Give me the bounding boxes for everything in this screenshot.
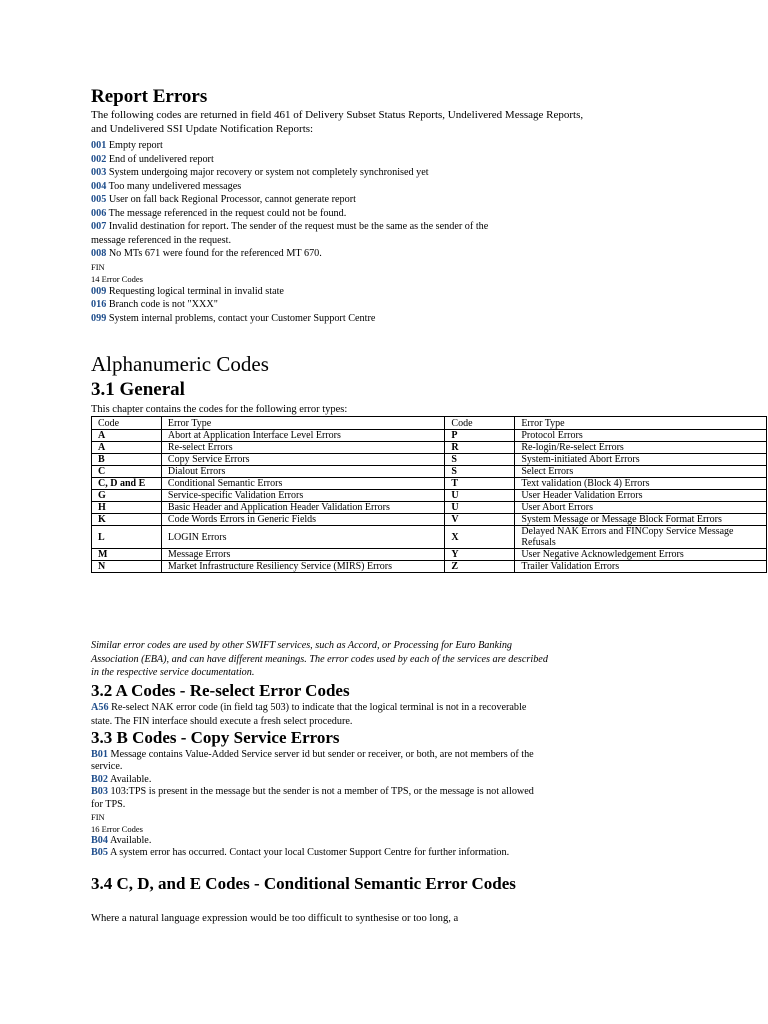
list-item: B04 Available. [91, 835, 152, 847]
list-item: 004 Too many undelivered messages [91, 180, 242, 192]
list-item: B05 A system error has occurred. Contact your local Customer Support Centre for further information. [91, 847, 510, 859]
error-type-cell: Re-select Errors [161, 442, 445, 454]
error-type-cell: Basic Header and Application Header Validation Errors [161, 502, 445, 514]
table-row [92, 442, 767, 454]
alphanumeric-heading: Alphanumeric Codes [91, 352, 269, 376]
code-cell: Y [445, 549, 515, 561]
table-row [92, 490, 767, 502]
table-row [92, 561, 767, 573]
general-intro: This chapter contains the codes for the following error types: [91, 404, 348, 415]
error-type-cell: Abort at Application Interface Level Errors [161, 430, 445, 442]
code-cell: C, D and E [92, 478, 162, 490]
code-cell: M [92, 549, 162, 561]
column-header: Error Type [161, 417, 445, 430]
error-type-cell: User Negative Acknowledgement Errors [515, 549, 767, 561]
code-cell: U [445, 490, 515, 502]
column-header: Code [445, 417, 515, 430]
error-type-cell: Text validation (Block 4) Errors [515, 478, 767, 490]
list-item: B03 103:TPS is present in the message but the sender is not a member of TPS, or the message is not allowed for TPS. [91, 786, 534, 810]
table-row [92, 430, 767, 442]
error-type-cell: Code Words Errors in Generic Fields [161, 514, 445, 526]
code-cell: N [92, 561, 162, 573]
section-32-text: A56 Re-select NAK error code (in field tag 503) to indicate that the logical terminal is not in a recoverable state. The FIN interface should execute a fresh select procedure. [91, 702, 527, 727]
error-types-table [91, 416, 767, 573]
code-cell: S [445, 466, 515, 478]
error-type-cell: Message Errors [161, 549, 445, 561]
table-row [92, 514, 767, 526]
section-34-text: Where a natural language expression would be too difficult to synthesise or too long, a [91, 913, 459, 924]
similar-codes-note: Similar error codes are used by other SWIFT services, such as Accord, or Processing for Euro Banking Association (EBA), and can have different meanings. The error codes used by each of the services are described in the respective service documentation. [91, 640, 548, 678]
code-cell: B [92, 454, 162, 466]
table-row [92, 454, 767, 466]
code-cell: X [445, 526, 515, 549]
report-errors-intro: The following codes are returned in field 461 of Delivery Subset Status Reports, Undelivered Message Reports, and Undelivered SSI Update Notification Reports: [91, 109, 584, 135]
section-32-heading: 3.2 A Codes - Re-select Error Codes [91, 681, 350, 700]
error-type-cell: Conditional Semantic Errors [161, 478, 445, 490]
error-type-cell: Re-login/Re-select Errors [515, 442, 767, 454]
code-cell: V [445, 514, 515, 526]
code-cell: L [92, 526, 162, 549]
section-33-heading: 3.3 B Codes - Copy Service Errors [91, 728, 340, 747]
code-cell: P [445, 430, 515, 442]
code-cell: U [445, 502, 515, 514]
table-row [92, 502, 767, 514]
error-type-cell: Protocol Errors [515, 430, 767, 442]
code-cell: K [92, 514, 162, 526]
section-33-list [91, 749, 546, 860]
code-cell: T [445, 478, 515, 490]
table-row [92, 466, 767, 478]
column-header: Error Type [515, 417, 767, 430]
table-row [92, 478, 767, 490]
report-errors-heading: Report Errors [91, 86, 208, 107]
error-type-cell: Copy Service Errors [161, 454, 445, 466]
code-cell: A [92, 430, 162, 442]
list-item: 008 No MTs 671 were found for the referenced MT 670. [91, 248, 322, 260]
error-type-cell: Select Errors [515, 466, 767, 478]
code-cell: R [445, 442, 515, 454]
error-type-cell: System-initiated Abort Errors [515, 454, 767, 466]
table-row [92, 549, 767, 561]
code-cell: Z [445, 561, 515, 573]
section-34-heading: 3.4 C, D, and E Codes - Conditional Semantic Error Codes [91, 874, 516, 893]
table-header-row [92, 417, 767, 430]
error-type-cell: Trailer Validation Errors [515, 561, 767, 573]
error-type-cell: Delayed NAK Errors and FINCopy Service Message Refusals [515, 526, 767, 549]
page-footer-title: 14 Error Codes [91, 273, 143, 284]
code-cell: C [92, 466, 162, 478]
error-type-cell: Market Infrastructure Resiliency Service (MIRS) Errors [161, 561, 445, 573]
list-item: 007 Invalid destination for report. The sender of the request must be the same as the sender of the [91, 221, 489, 233]
list-item: B02 Available. [91, 773, 152, 785]
code-cell: G [92, 490, 162, 502]
column-header: Code [92, 417, 162, 430]
list-item: message referenced in the request. [91, 234, 232, 246]
page-footer-label: FIN [91, 261, 105, 272]
list-item: 005 User on fall back Regional Processor, cannot generate report [91, 194, 356, 206]
list-item: 006 The message referenced in the request could not be found. [91, 207, 347, 219]
error-type-cell: LOGIN Errors [161, 526, 445, 549]
error-type-cell: User Header Validation Errors [515, 490, 767, 502]
page-footer-label: FIN [91, 812, 105, 823]
error-type-cell: System Message or Message Block Format Errors [515, 514, 767, 526]
list-item: 016 Branch code is not "XXX" [91, 299, 218, 311]
list-item: 002 End of undelivered report [91, 153, 214, 165]
code-cell: H [92, 502, 162, 514]
page-footer-title: 16 Error Codes [91, 824, 143, 835]
code-cell: A [92, 442, 162, 454]
list-item: B01 Message contains Value-Added Service server id but sender or receiver, or both, are not members of the service. [91, 749, 534, 773]
code-cell: S [445, 454, 515, 466]
list-item: 003 System undergoing major recovery or system not completely synchronised yet [91, 167, 429, 179]
table-row [92, 526, 767, 549]
list-item: 099 System internal problems, contact your Customer Support Centre [91, 313, 376, 325]
list-item: 001 Empty report [91, 140, 163, 151]
error-type-cell: Dialout Errors [161, 466, 445, 478]
error-type-cell: User Abort Errors [515, 502, 767, 514]
report-error-list [91, 139, 591, 326]
error-type-cell: Service-specific Validation Errors [161, 490, 445, 502]
general-heading: 3.1 General [91, 379, 185, 400]
list-item: 009 Requesting logical terminal in invalid state [91, 285, 284, 297]
